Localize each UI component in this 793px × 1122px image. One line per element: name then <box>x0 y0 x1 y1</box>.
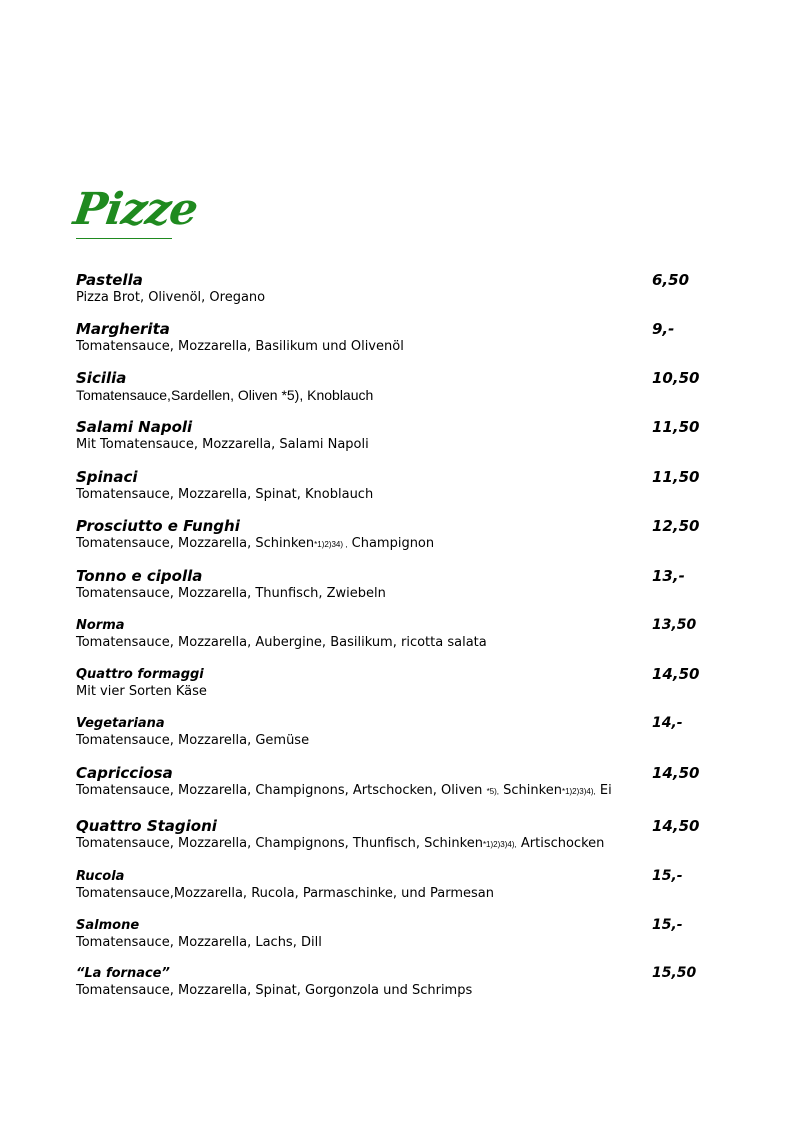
item-description <box>76 835 716 853</box>
menu-item-prosciutto-e-funghi <box>76 518 716 553</box>
item-price: 13,50 <box>652 617 697 633</box>
menu-item-quattro-stagioni <box>76 818 716 853</box>
item-description <box>76 782 716 800</box>
item-price: 14,50 <box>652 817 700 835</box>
item-description: Tomatensauce, Mozzarella, Lachs, Dill <box>76 935 322 950</box>
item-price: 6,50 <box>652 271 690 289</box>
description-text: Schinken <box>499 783 562 798</box>
item-description: Tomatensauce,Sardellen, Oliven *5), Knoblauch <box>76 387 374 403</box>
item-description: Tomatensauce, Mozzarella, Spinat, Knoblauch <box>76 487 374 502</box>
item-description: Mit Tomatensauce, Mozzarella, Salami Napoli <box>76 437 369 452</box>
item-description: Tomatensauce, Mozzarella, Spinat, Gorgonzola und Schrimps <box>76 983 473 998</box>
item-price: 10,50 <box>652 369 700 387</box>
menu-item-salami-napoli <box>76 419 716 453</box>
description-text: Ei <box>595 783 612 798</box>
item-description: Tomatensauce, Mozzarella, Aubergine, Basilikum, ricotta salata <box>76 635 487 650</box>
item-name: Capricciosa <box>76 764 173 782</box>
item-description <box>76 535 716 553</box>
item-description: Tomatensauce,Mozzarella, Rucola, Parmaschinke, und Parmesan <box>76 886 494 901</box>
item-name: Tonno e cipolla <box>76 567 203 585</box>
menu-item-quattro-formaggi <box>76 666 716 700</box>
item-description: Mit vier Sorten Käse <box>76 684 207 699</box>
item-price: 15,50 <box>652 965 697 981</box>
allergen-note: *1)2)34) , <box>314 540 348 549</box>
menu-item-margherita <box>76 321 716 355</box>
item-price: 13,- <box>652 567 685 585</box>
item-price: 15,- <box>652 868 683 884</box>
item-description: Tomatensauce, Mozzarella, Gemüse <box>76 733 310 748</box>
menu-item-capricciosa <box>76 765 716 800</box>
item-description: Tomatensauce, Mozzarella, Basilikum und Olivenöl <box>76 339 404 354</box>
item-name: Quattro Stagioni <box>76 817 217 835</box>
item-name: “La fornace” <box>76 966 170 981</box>
title-underline <box>76 238 172 239</box>
allergen-note: *1)2)3)4), <box>482 840 517 849</box>
allergen-note: *1)2)3)4), <box>561 787 596 796</box>
menu-item-tonno-e-cipolla <box>76 568 716 602</box>
menu-item-vegetariana <box>76 715 716 749</box>
item-price: 14,50 <box>652 665 700 683</box>
item-price: 11,50 <box>652 468 700 486</box>
item-name: Vegetariana <box>76 716 165 731</box>
item-name: Margherita <box>76 320 170 338</box>
description-text: Tomatensauce, Mozzarella, Schinken <box>76 536 315 551</box>
item-name: Salami Napoli <box>76 418 193 436</box>
item-name: Quattro formaggi <box>76 667 204 682</box>
menu-item-salmone <box>76 917 716 951</box>
description-text: Artischocken <box>516 836 605 851</box>
item-name: Pastella <box>76 271 143 289</box>
menu-item-la-fornace <box>76 965 716 999</box>
item-price: 14,- <box>652 715 683 731</box>
item-price: 15,- <box>652 917 683 933</box>
item-price: 14,50 <box>652 764 700 782</box>
item-name: Prosciutto e Funghi <box>76 517 240 535</box>
item-description: Pizza Brot, Olivenöl, Oregano <box>76 290 266 305</box>
item-price: 9,- <box>652 320 675 338</box>
menu-item-spinaci <box>76 469 716 503</box>
description-text: Tomatensauce, Mozzarella, Champignons, Artschocken, Oliven <box>76 783 487 798</box>
allergen-note: *5), <box>486 787 500 796</box>
menu-item-sicilia <box>76 370 716 404</box>
item-name: Norma <box>76 618 125 633</box>
description-text: Champignon <box>347 536 435 551</box>
item-price: 11,50 <box>652 418 700 436</box>
item-name: Salmone <box>76 918 140 933</box>
menu-item-norma <box>76 617 716 651</box>
menu-list <box>76 272 716 999</box>
item-price: 12,50 <box>652 517 700 535</box>
item-name: Sicilia <box>76 369 127 387</box>
item-description: Tomatensauce, Mozzarella, Thunfisch, Zwiebeln <box>76 586 386 601</box>
page-title: Pizze <box>70 184 201 235</box>
description-text: Tomatensauce, Mozzarella, Champignons, Thunfisch, Schinken <box>76 836 483 851</box>
menu-item-rucola <box>76 868 716 902</box>
item-name: Rucola <box>76 869 125 884</box>
item-name: Spinaci <box>76 468 138 486</box>
menu-item-pastella <box>76 272 716 306</box>
